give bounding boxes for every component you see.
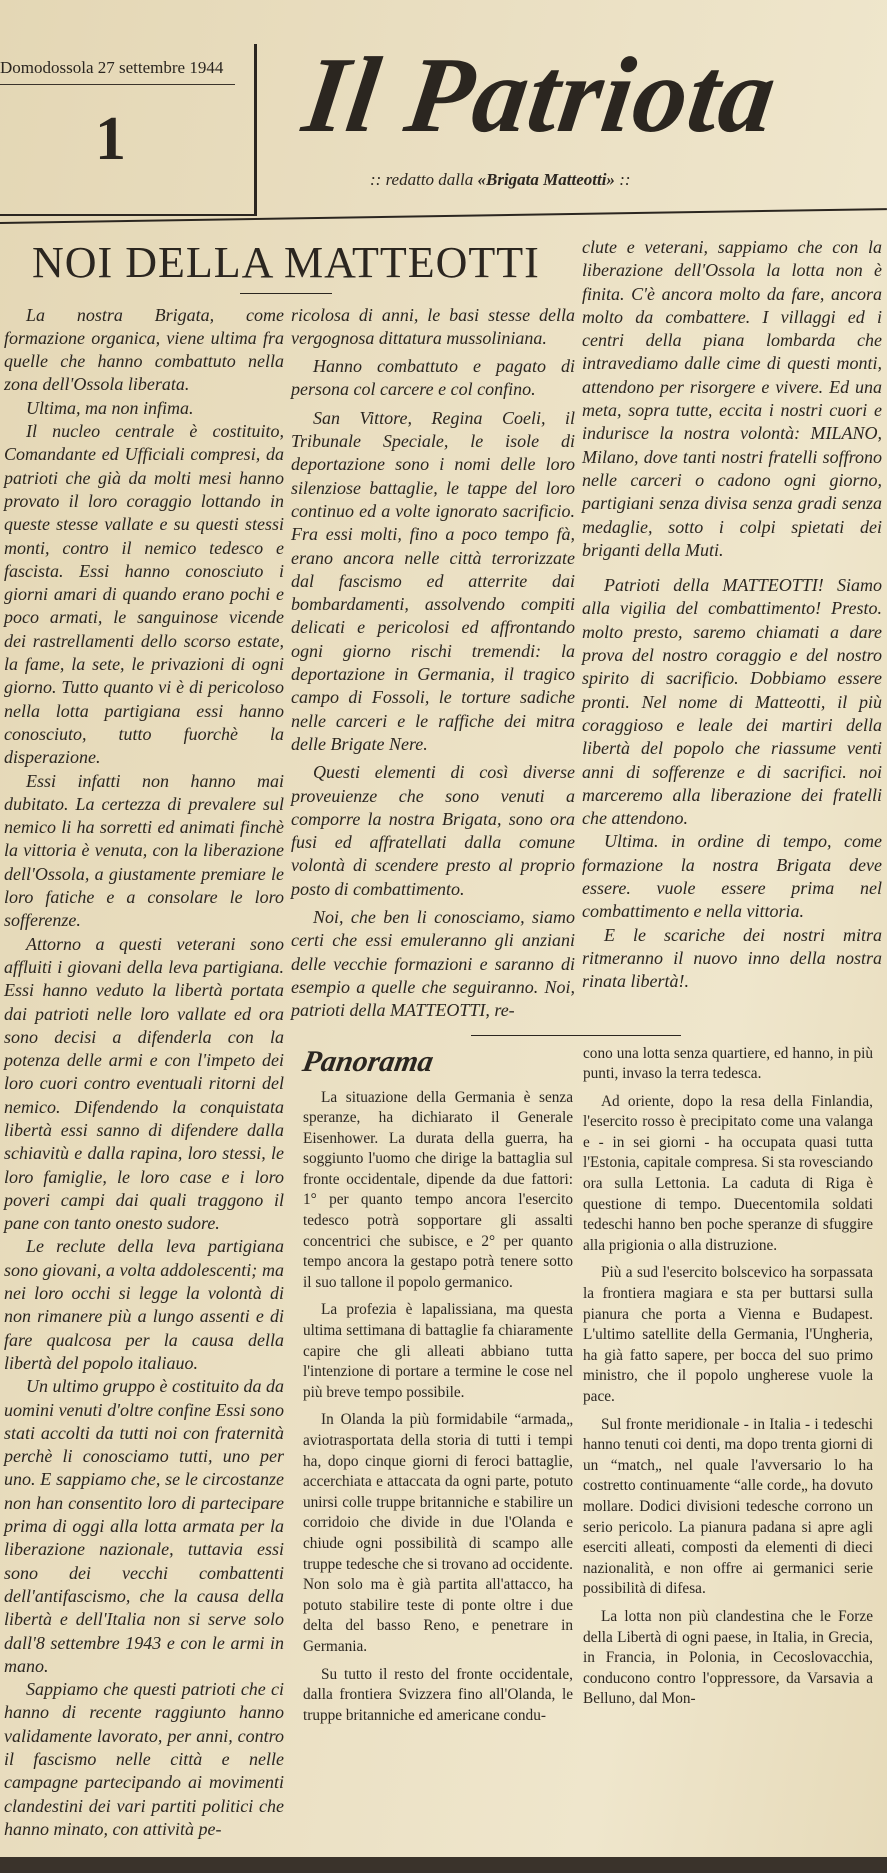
issue-box-border-bottom bbox=[0, 214, 257, 216]
paragraph: clute e veterani, sappiamo che con la liberazione dell'Ossola la lotta non è finita. C'è ancora molto da fare, ancora molto da combattere. I villaggi ed i centri della piana lombarda che intravediamo dalle cime di questi monti, attendono per risorgere e vivere. Ed una meta, sopra tutte, eccita i nostri cuori e indurisce la nostra volontà: MILANO, Milano, dove tanti nostri fratelli soffrono nelle carceri o cadono ogni giorno, partigiani senza divisa senza gradi senza medaglie, sotto i colpi spietati dei briganti della Muti. bbox=[582, 237, 882, 560]
masthead bbox=[0, 0, 887, 232]
paragraph: La profezia è lapalissiana, ma questa ultima settimana di battaglie fa chiaramente capire che gli alleati abbiano tutta l'intenzione di portare a termine le cose nel più breve tempo possibile. bbox=[303, 1301, 573, 1401]
paragraph: Ultima. in ordine di tempo, come formazione la nostra Brigata deve essere. vuole essere prima nel combattimento e nella vittoria. bbox=[582, 831, 882, 922]
section-divider bbox=[471, 1035, 681, 1036]
headline-underline bbox=[240, 293, 332, 294]
paragraph: Hanno combattuto e pagato di persona col carcere e col confino. bbox=[291, 356, 575, 400]
paragraph: Patrioti della MATTEOTTI! Siamo alla vigilia del combattimento! Presto. molto presto, saremo chiamati a dare prova del nostro coraggio e del nostro spirito di sacrificio. Dobbiamo essere pronti. Nel nome di Matteotti, il più coraggioso e leale dei martiri della libertà del popolo che riassume venti anni di sofferenze e di sacrifici. noi marceremo alla liberazione dei fratelli che attendono. bbox=[582, 575, 882, 829]
paragraph: Sul fronte meridionale - in Italia - i tedeschi hanno tenuti coi denti, ma dopo trenta giorni di un “match„ nel quale l'avversario lo ha costretto continuamente “alle corde„ ha dovuto mollare. Dodici divisioni tedesche corrono un serio pericolo. La pianura padana si apre agli eserciti alleati, composti da elementi di dieci nazionalità, e non offre ai germanici serie possibilità di difesa. bbox=[583, 1415, 873, 1598]
paragraph: Attorno a questi veterani sono affluiti i giovani della leva partigiana. Essi hanno veduto la libertà portata dai patrioti nelle loro vallate ed ora sono decisi a difenderla con la potenza delle armi e con l'impeto dei loro cuori contro eventuali ritorni del nemico. Difendendo la conquistata libertà essi sanno di difendere dalla schiavitù e dalla rapina, loro stessi, le loro famiglie, le loro case e i loro poveri campi dai quali traggono il pane con tanto onesto sudore. bbox=[4, 933, 284, 1234]
panorama-section bbox=[291, 1044, 882, 1842]
newspaper-title: Il Patriota bbox=[296, 36, 784, 155]
masthead-rule bbox=[0, 208, 887, 224]
paragraph: Su tutto il resto del fronte occidentale, dalla frontiera Svizzera fino all'Olanda, le truppe britanniche ed americane condu- bbox=[303, 1665, 573, 1724]
paragraph: Le reclute della leva partigiana sono giovani, a volta addolescenti; ma nei loro occhi si legge la volontà di non rimanere più a lungo assenti e di fare qualcosa per la causa della libertà del popolo italiauo. bbox=[4, 1236, 284, 1373]
headline-block bbox=[4, 232, 575, 304]
issue-box-border bbox=[254, 44, 257, 216]
paragraph: La situazione della Germania è senza speranze, ha dichiarato il Generale Eisenhower. La durata della guerra, ha soggiunto l'uomo che dirige la battaglia sul fronte occidentale, dipende da due fattori: 1° per quanto tempo ancora l'esercito tedesco potrà sopportare gli assalti concentrici che subisce, e 2° per quanto tempo ancora la gestapo potrà tenere sotto il suo tallone il popolo germanico. bbox=[303, 1088, 573, 1291]
paragraph: Un ultimo gruppo è costituito da da uomini venuti d'oltre confine Essi sono stati accolti da tutti noi con fraternità perchè li conosciamo tutti, uno per uno. E sappiamo che, se le circostanze non han consentito loro di partecipare prima di oggi alla lotta armata per la liberazione nazionale, tuttavia essi sono dei vecchi combattenti dell'antifascismo, che la causa della libertà e dell'Italia non si serve solo dall'8 settembre 1943 e con le armi in mano. bbox=[4, 1376, 284, 1676]
paragraph: Il nucleo centrale è costituito, Comandante ed Ufficiali compresi, da patrioti che già da molti mesi hanno provato il loro coraggio lottando in queste stesse vallate e su questi stessi monti, contro il nemico tedesco e fascista. Essi hanno conosciuto i giorni amari di quando erano pochi e poco armati, le sanguinose vicende dei rastrellamenti dello scorso estate, la fame, la sete, le privazioni di ogni giorno. Tutto quanto vi è di pericoloso nella lotta partigiana essi hanno conosciuto, tutto fuorchè la disperazione. bbox=[4, 421, 284, 768]
paragraph: Questi elementi di così diverse proveuienze che sono venuti a comporre la nostra Brigata, sono ora fusi ed affratellati dalla comune volontà di scendere presto al proprio posto di combattimento. bbox=[291, 762, 575, 899]
panorama-column-2 bbox=[583, 1044, 873, 1717]
page-body bbox=[0, 232, 887, 1849]
dateline-rule bbox=[0, 84, 235, 85]
paragraph: Sappiamo che questi patrioti che ci hanno di recente raggiunto hanno validamente lavorato, per anni, contro il fascismo nelle città e nelle campagne partecipando ai movimenti clandestini dei vari partiti politici che hanno minato, con attività pe- bbox=[4, 1679, 284, 1839]
issue-number: 1 bbox=[95, 105, 126, 173]
paragraph: La lotta non più clandestina che le Forze della Libertà di ogni paese, in Italia, in Grecia, in Francia, in Polonia, in Cecoslovacchia, conducono contro l'oppressore, da Varsavia a Belluno, dal Mon- bbox=[583, 1607, 873, 1708]
panorama-heading: Panorama bbox=[300, 1044, 437, 1078]
panorama-column-1 bbox=[300, 1044, 573, 1734]
article-column-1 bbox=[4, 304, 284, 1842]
paragraph: Essi infatti non hanno mai dubitato. La certezza di prevalere sul nemico li ha sorretti ed animati finchè la vittoria è venuta, con la liberazione dell'Ossola, a giustamente premiare le loro fatiche e a consolare le loro sofferenze. bbox=[4, 770, 284, 931]
article-headline: NOI DELLA MATTEOTTI bbox=[32, 238, 540, 287]
paragraph: In Olanda la più formidabile “armada„ aviotrasportata della storia di tutti i tempi ha, dopo cinque giorni di feroci battaglie, accerchiata e attaccata da ogni parte, potuto unirsi colle truppe britanniche e stabilire un corridoio che divide in due l'Olanda e chiude ogni possibilità di scampo alle truppe tedesche che si trovano ad occidente. Non solo ma è già partita all'attacco, ha potuto stabilire teste di ponte oltre i due delta del basso Reno, e penetrare in Germania. bbox=[303, 1411, 573, 1655]
paragraph: La nostra Brigata, come formazione organica, viene ultima fra quelle che hanno combattuto nella zona dell'Ossola liberata. bbox=[4, 304, 284, 395]
page-edge bbox=[0, 1857, 887, 1873]
paragraph: Ad oriente, dopo la resa della Finlandia, l'esercito rosso è precipitato come una valanga e - in sei giorni - ha occupata quasi tutta l'Estonia, capitale compresa. Si sta rovesciando ora sulla Lettonia. La caduta di Riga è questione di tempo. Duecentomila soldati tedeschi hanno ben poche speranze di sfuggire alla prigionia o alla distruzione. bbox=[583, 1092, 873, 1254]
subtitle-prefix: :: redatto dalla bbox=[370, 170, 474, 189]
paragraph: cono una lotta senza quartiere, ed hanno, in più punti, invaso la terra tedesca. bbox=[583, 1044, 873, 1083]
paragraph: ricolosa di anni, le basi stesse della vergognosa dittatura mussoliniana. bbox=[291, 304, 575, 348]
article-column-3 bbox=[582, 232, 882, 1023]
section-divider-block bbox=[291, 1023, 882, 1044]
paragraph: San Vittore, Regina Coeli, il Tribunale Speciale, le isole di deportazione sono i nomi delle loro silenziose battaglie, le tappe del loro continuo ed a volte ignorato sacrificio. Fra essi molti, fino a poco tempo fà, erano ancora nelle città terrorizzate dal fascismo ed atterrite dai bombardamenti, assolvendo compiti delicati e pericolosi ed affrontando ogni giorno rischi tremendi: la deportazione in Germania, il tragico campo di Fossoli, le torture sadiche nelle carceri e le raffiche dei mitra delle Brigate Nere. bbox=[291, 407, 575, 754]
paragraph: E le scariche dei nostri mitra ritmeranno il nuovo inno della nostra rinata libertà!. bbox=[582, 924, 882, 992]
paragraph: Ultima, ma non infima. bbox=[26, 397, 194, 418]
subtitle-brigade: «Brigata Matteotti» bbox=[477, 170, 615, 189]
paragraph: Più a sud l'esercito bolscevico ha sorpassata la frontiera magiara e sta per buttarsi sulla pianura che porta a Vienna e Budapest. L'ultimo satellite della Germania, l'Ungheria, ha già fatto sapere, per bocca del suo primo ministro, che il popolo ungherese vuole la pace. bbox=[583, 1264, 873, 1405]
newspaper-subtitle bbox=[370, 170, 631, 190]
subtitle-suffix: :: bbox=[619, 170, 631, 189]
article-column-2 bbox=[291, 304, 575, 1023]
dateline: Domodossola 27 settembre 1944 bbox=[0, 58, 224, 77]
paragraph: Noi, che ben li conosciamo, siamo certi che essi emuleranno gli anziani delle vecchie formazioni e saranno di esempio a quelle che seguiranno. Noi, patrioti della MATTEOTTI, re- bbox=[291, 907, 575, 1021]
